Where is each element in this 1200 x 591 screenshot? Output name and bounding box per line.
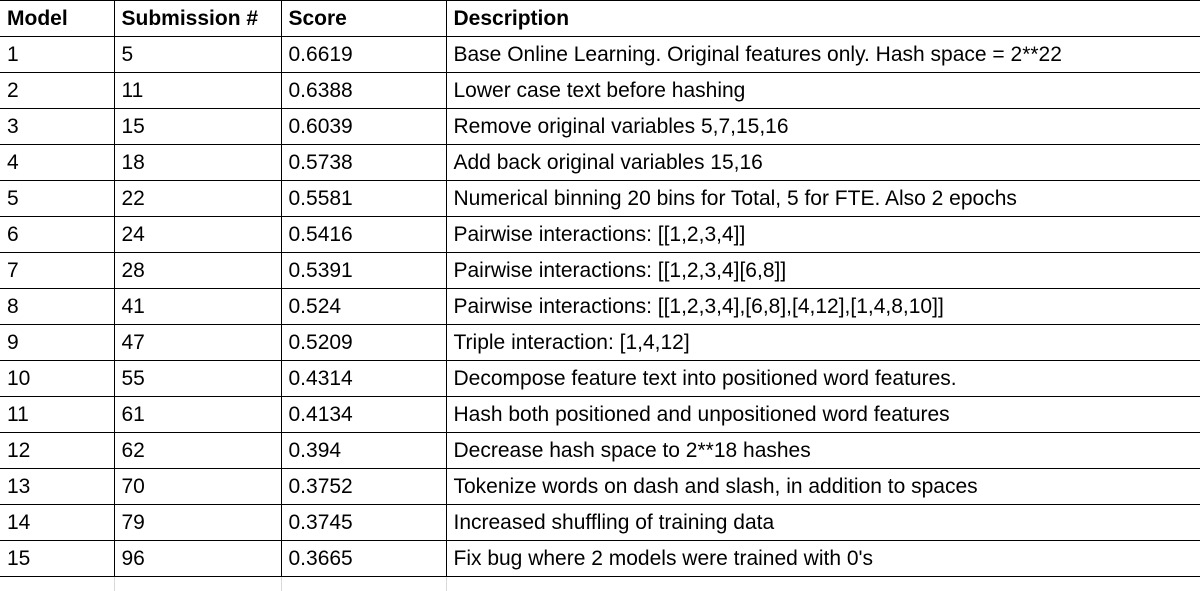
cell-description[interactable]: Pairwise interactions: [[1,2,3,4][6,8]] xyxy=(446,253,1200,289)
cell-description[interactable]: Fix bug where 2 models were trained with 0's xyxy=(446,541,1200,577)
table-row xyxy=(0,325,1200,361)
cell-submission[interactable]: 41 xyxy=(114,289,281,325)
header-model[interactable]: Model xyxy=(0,1,114,37)
table-row xyxy=(0,361,1200,397)
cell-score[interactable]: 0.3752 xyxy=(281,469,446,505)
cell-submission[interactable]: 79 xyxy=(114,505,281,541)
cell-score[interactable]: 0.4314 xyxy=(281,361,446,397)
table-row xyxy=(0,37,1200,73)
cell-score[interactable]: 0.5416 xyxy=(281,217,446,253)
table-row xyxy=(0,433,1200,469)
cell-submission[interactable]: 15 xyxy=(114,109,281,145)
cell-model[interactable]: 2 xyxy=(0,73,114,109)
cell-model[interactable]: 9 xyxy=(0,325,114,361)
cell-model[interactable]: 12 xyxy=(0,433,114,469)
table-row xyxy=(0,397,1200,433)
cell-score[interactable]: 0.394 xyxy=(281,433,446,469)
header-description[interactable]: Description xyxy=(446,1,1200,37)
header-row xyxy=(0,1,1200,37)
cell-score[interactable]: 0.5581 xyxy=(281,181,446,217)
cell-submission[interactable]: 96 xyxy=(114,541,281,577)
table-row xyxy=(0,505,1200,541)
cell-score[interactable]: 0.5391 xyxy=(281,253,446,289)
cell-description[interactable]: Pairwise interactions: [[1,2,3,4],[6,8],[4,12],[1,4,8,10]] xyxy=(446,289,1200,325)
table-row xyxy=(0,145,1200,181)
table-row xyxy=(0,469,1200,505)
cell-submission[interactable]: 11 xyxy=(114,73,281,109)
cell-description[interactable]: Numerical binning 20 bins for Total, 5 for FTE. Also 2 epochs xyxy=(446,181,1200,217)
cell-model[interactable]: 4 xyxy=(0,145,114,181)
cell-score[interactable]: 0.524 xyxy=(281,289,446,325)
cell-description[interactable]: Hash both positioned and unpositioned word features xyxy=(446,397,1200,433)
cell-description[interactable]: Decompose feature text into positioned word features. xyxy=(446,361,1200,397)
cell-score[interactable]: 0.3745 xyxy=(281,505,446,541)
cell-model[interactable]: 5 xyxy=(0,181,114,217)
table-row xyxy=(0,181,1200,217)
cell-submission[interactable]: 47 xyxy=(114,325,281,361)
cell-model[interactable]: 7 xyxy=(0,253,114,289)
cell-model[interactable]: 10 xyxy=(0,361,114,397)
gridline xyxy=(281,577,282,591)
cell-model[interactable]: 3 xyxy=(0,109,114,145)
cell-submission[interactable]: 28 xyxy=(114,253,281,289)
cell-score[interactable]: 0.4134 xyxy=(281,397,446,433)
header-score[interactable]: Score xyxy=(281,1,446,37)
cell-score[interactable]: 0.6388 xyxy=(281,73,446,109)
table-row xyxy=(0,541,1200,577)
cell-model[interactable]: 11 xyxy=(0,397,114,433)
cell-score[interactable]: 0.6039 xyxy=(281,109,446,145)
cell-submission[interactable]: 22 xyxy=(114,181,281,217)
table-row xyxy=(0,109,1200,145)
cell-score[interactable]: 0.6619 xyxy=(281,37,446,73)
cell-model[interactable]: 15 xyxy=(0,541,114,577)
cell-description[interactable]: Tokenize words on dash and slash, in addition to spaces xyxy=(446,469,1200,505)
cell-model[interactable]: 6 xyxy=(0,217,114,253)
cell-model[interactable]: 8 xyxy=(0,289,114,325)
cell-submission[interactable]: 5 xyxy=(114,37,281,73)
cell-model[interactable]: 13 xyxy=(0,469,114,505)
table-row xyxy=(0,289,1200,325)
table-row xyxy=(0,73,1200,109)
cell-description[interactable]: Base Online Learning. Original features only. Hash space = 2**22 xyxy=(446,37,1200,73)
empty-sheet-row xyxy=(0,577,1200,591)
table-row xyxy=(0,253,1200,289)
cell-model[interactable]: 14 xyxy=(0,505,114,541)
cell-model[interactable]: 1 xyxy=(0,37,114,73)
cell-submission[interactable]: 18 xyxy=(114,145,281,181)
cell-score[interactable]: 0.5209 xyxy=(281,325,446,361)
cell-description[interactable]: Increased shuffling of training data xyxy=(446,505,1200,541)
header-submission[interactable]: Submission # xyxy=(114,1,281,37)
cell-description[interactable]: Lower case text before hashing xyxy=(446,73,1200,109)
cell-submission[interactable]: 24 xyxy=(114,217,281,253)
cell-score[interactable]: 0.3665 xyxy=(281,541,446,577)
cell-submission[interactable]: 70 xyxy=(114,469,281,505)
cell-description[interactable]: Decrease hash space to 2**18 hashes xyxy=(446,433,1200,469)
cell-submission[interactable]: 55 xyxy=(114,361,281,397)
cell-description[interactable]: Pairwise interactions: [[1,2,3,4]] xyxy=(446,217,1200,253)
table-row xyxy=(0,217,1200,253)
cell-score[interactable]: 0.5738 xyxy=(281,145,446,181)
gridline xyxy=(446,577,447,591)
cell-submission[interactable]: 61 xyxy=(114,397,281,433)
cell-submission[interactable]: 62 xyxy=(114,433,281,469)
cell-description[interactable]: Add back original variables 15,16 xyxy=(446,145,1200,181)
cell-description[interactable]: Remove original variables 5,7,15,16 xyxy=(446,109,1200,145)
gridline xyxy=(114,577,115,591)
cell-description[interactable]: Triple interaction: [1,4,12] xyxy=(446,325,1200,361)
